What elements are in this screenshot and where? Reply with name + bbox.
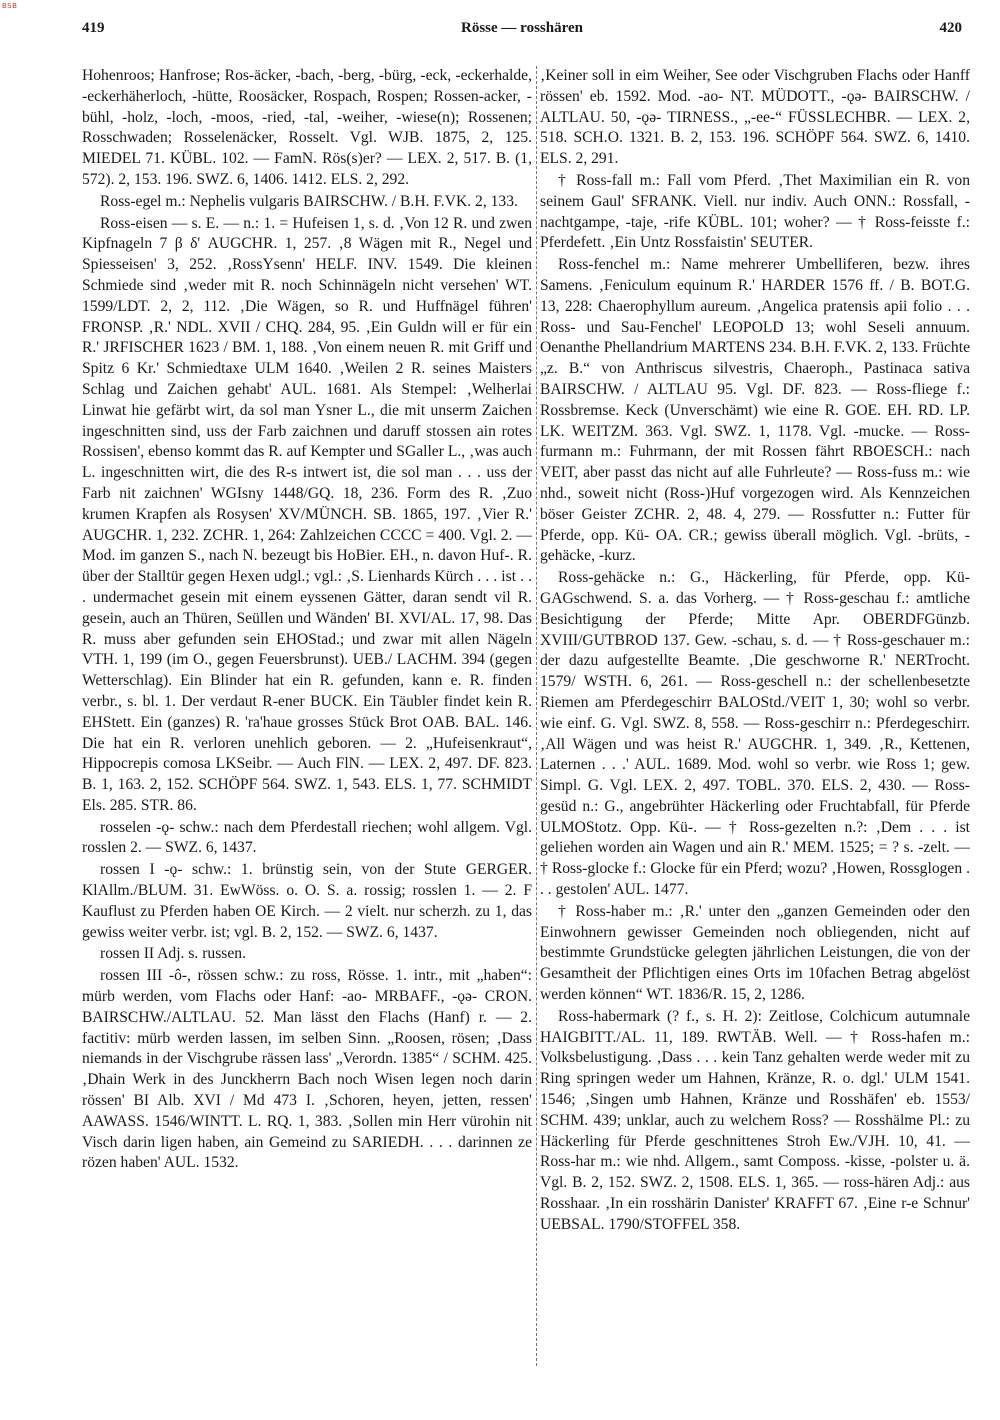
column-divider [536, 66, 537, 1366]
page-header [82, 20, 962, 44]
entry-rosse-placenames: Hohenroos; Hanfrose; Ros-äcker, -bach, -berg, -bürg, -eck, -eckerhalde, -eckerhäherloch, -hütte, Roosäcker, Rospach, Rospen; Rossen-acker, -bühl, -holz, -loch, -moos, -ried, -tal, -weiher, -wiese(n); Rossenen; Rosschwaden; Rosselenäcker, Rosselt. Vgl. WJB. 1875, 2, 125. MIEDEL 71. KÜBL. 102. — FamN. Rös(s)er? — LEX. 2, 517. B. (1, 572). 2, 153. 196. SWZ. 6, 1406. 1412. ELS. 2, 292. [82, 67, 532, 188]
entry-ross-gehaecke: Ross-gehäcke n.: G., Häckerling, für Pferde, opp. Kü- GAGschwend. S. a. das Vorherg. — † Ross-geschau f.: amtliche Besichtigung der Pferde; Mitte Apr. OBERDFGünzb. XVIII/GUTBROD 137. Gew. -schau, s. d. — † Ross-geschauer m.: der dazu aufgestellte Beamte. ‚Die geschworne R.' NERTrocht. 1579/ WSTH. 6, 261. — Ross-geschell n.: der schellenbesetzte Riemen am Pferdegeschirr BALOStd./VEIT 1, 30; wohl so verbr. wie einf. G. Vgl. SWZ. 8, 558. — Ross-geschirr n.: Pferdegeschirr. ‚All Wägen und was heist R.' AUGCHR. 1, 349. ‚R., Kettenen, Laternen . . .' AUL. 1689. Mod. wohl so verbr. wie Ross 1; gew. Simpl. G. Vgl. LEX. 2, 497. TOBL. 370. ELS. 2, 430. — Ross-gesüd n.: G., angebrühter Häckerling oder Fruchtabfall, für Pferde ULMOStotz. Opp. Kü-. — † Ross-gezelten n.?: ‚Dem . . . ist geliehen worden ain Wagen und ain R.' MEM. 1525; = ? s. -zelt. — † Ross-glocke f.: Glocke für ein Pferd; wozu? ‚Howen, Rossglogen . . . gestolen' AUL. 1477. [540, 569, 970, 899]
entry-rossen-3: rossen III -ô-, rössen schw.: zu ross, Rösse. 1. intr., mit „haben“: mürb werden, vom Flachs oder Hanf: -ao- MRBAFF., -ǫə- CRON. BAIRSCHW./ALTLAU. 52. Man lässt den Flachs (Hanf) r. — 2. factitiv: mürb werden lassen, im selben Sinn. „Roosen, rösen; ‚Dass niemands in der Vischgrube rässen lass' „Verordn. 1385“ / SCHM. 425. ‚Dhain Werk in des Junckherrn Bach noch Wisen legen noch darin rössen' BI Alb. XVI / Md 473 I. ‚Schoren, heyen, jetten, ressen' AAWASS. 1546/WINTT. L. RQ. 1, 383. ‚Sollen min Herr vürohin nit Visch darin ligen haben, ain Gemeind zu SARIEDH. . . . darinnen ze rözen haben' AUL. 1532. [82, 967, 532, 1172]
entry-rossen-3-continued: ‚Keiner soll in eim Weiher, See oder Vischgruben Flachs oder Hanff rössen' eb. 1592. Mod. -ao- NT. MÜDOTT., -ǫə- BAIRSCHW. / ALTLAU. 50, -ǫə- TIRNESS., „-ee-“ FÜSSLECHBR. — LEX. 2, 518. SCH.O. 1321. B. 2, 153. 196. SCHÖPF 564. SWZ. 6, 1410. ELS. 2, 291. [540, 67, 970, 168]
entry-rossen-2: rossen II Adj. s. russen. [100, 945, 246, 963]
entry-rosselen: rosselen -ǫ- schw.: nach dem Pferdestall riechen; wohl allgem. Vgl. rosslen 2. — SWZ. 6, 1437. [82, 818, 532, 857]
entry-ross-fenchel: Ross-fenchel m.: Name mehrerer Umbelliferen, bezw. ihres Samens. ‚Feniculum equinum R.' HARDER 1576 ff. / B. BOT.G. 13, 228: Chaerophyllum aureum. ‚Angelica pratensis apii folio . . . Ross- und Sau-Fenchel' LEOPOLD 13; wohl Seseli annuum. Oenanthe Phellandrium MARTENS 234. B.H. F.VK. 2, 133. Früchte „z. B.“ von Anthriscus silvestris, Chaeroph., Pastinaca sativa BAIRSCHW. / ALTLAU 95. Vgl. DF. 823. — Ross-fliege f.: Rossbremse. Keck (Unverschämt) wie eine R. GOE. EH. RD. LP. LK. WEITZM. 363. Vgl. SWZ. 1, 1178. Vgl. -mucke. — Ross-furmann m.: Fuhrmann, der mit Rossen fährt RBOESCH.: nach VEIT, aber passt das nicht auf alle Fuhrleute? — Ross-fuss m.: wie nhd., soweit nicht (Ross-)Huf vorgezogen wird. Als Kennzeichen böser Geister ZCHR. 2, 48. 4, 279. — Rossfutter n.: Futter für Pferde, opp. Kü- OA. CR.; gewiss überall möglich. Vgl. -brüts, -gehäcke, -kurz. [540, 256, 970, 565]
running-head: Rösse — rosshären [461, 20, 583, 36]
entry-ross-eisen: Ross-eisen — s. E. — n.: 1. = Hufeisen 1, s. d. ‚Von 12 R. und zwen Kipfnageln 7 β δ' AUGCHR. 1, 257. ‚8 Wägen mit R., Negel und Spiesseisen' 3, 252. ‚RossYsenn' HELF. INV. 1549. Die kleinen Schmiede sind ‚weder mit R. noch Schinnägeln nicht versehen' WT. 1599/LDT. 2, 2, 112. ‚Die Wägen, so R. und Huffnägel führen' FRONSP. ‚R.' NDL. XVII / CHQ. 284, 95. ‚Ein Guldn will er für ein R.' JRFISCHER 1623 / BM. 1, 188. ‚Von einem neuen R. mit Griff und Spitz 6 Kr.' Schmiedtaxe ULM 1640. ‚Weilen 2 R. seines Maisters Schlag und Zaichen gehabt' AUL. 1681. Als Stempel: ‚Welherlai Linwat hie gefärbt wirt, da sol man Ysner L., die mit unserm Zaichen ingeschnitten sind, uss der Farb zaichnen und daruff stossen ain rotes Rossisen', ebenso kommt das R. auf Kempter und SGaller L., ‚was auch L. ingeschnitten wirt, die des R-s intwert ist, die sol man . . . uss der Farb nit zaichnen' WGIsny 1448/GQ. 18, 236. Form des R. ‚Zuo krumen Krapfen als Rosysen' XV/MÜNCH. SB. 1865, 197. ‚Vier R.' AUGCHR. 1, 232. ZCHR. 1, 264: Zahlzeichen CCCC = 400. Vgl. 2. — Mod. im ganzen S., nach N. bezeugt bis HoBier. EH., n. davon Huf-. R. über der Stalltür gegen Hexen udgl.; vgl.: ‚S. Lienhards Kürch . . . ist . . . undermachet gesein mit einem eyssenen Gätter, daran sendt vil R. gesein, auch an Thüren, Seüllen und Wänden' BI. XVI/AL. 17, 98. Das R. muss aber gefunden sein EHOStad.; und zwar mit allen Nägeln VTH. 1, 199 (im O., gegen Feuersbrunst). UEB./ LACHM. 394 (gegen Wetterschlag). Ein Blinder hat ein R. gefunden, kann e. R. finden verbr., s. bl. 1. Der verdaut R-ener BUCK. Ein Täubler findet kein R. EHStett. Ein (ganzes) R. 'ra'haue grosses Stück Brot OAB. BAL. 146. Die hat ein R. verloren unehlich geboren. — 2. „Hufeisenkraut“, Hippocrepis comosa LKSeibr. — Auch FlN. — LEX. 2, 497. DF. 823. B. 1, 163. 2, 152. SCHÖPF 564. SWZ. 1, 543. ELS. 1, 77. SCHMIDT Els. 285. STR. 86. [82, 214, 532, 814]
page-number-right: 420 [939, 20, 962, 36]
entry-ross-habermark: Ross-habermark (? f., s. H. 2): Zeitlose, Colchicum autumnale HAIGBITT./AL. 11, 189. RWTÄB. Well. — † Ross-hafen m.: Volksbelustigung. ‚Dass . . . kein Tanz gehalten werde weder mit zu Ring springen weder um Hahnen, Kränze, R. o. dgl.' ULM 1541. 1546; ‚Singen umb Hahnen, Kränze und Rosshäfen' eb. 1553/ SCHM. 439; unklar, auch zu welchem Ross? — Rosshälme Pl.: zu Häckerling für Pferde geschnittenes Stroh Ew./VJH. 10, 41. — Ross-har m.: wie nhd. Allgem., samt Composs. -kisse, -polster u. ä. Vgl. B. 2, 152. SWZ. 2, 1508. ELS. 1, 365. — ross-hären Adj.: aus Rosshaar. ‚In ein rosshärin Danister' KRAFFT 67. ‚Eine r-e Schnur' UEBSAL. 1790/STOFFEL 358. [540, 1007, 970, 1233]
entry-ross-haber: † Ross-haber m.: ‚R.' unter den „ganzen Gemeinden oder den Einwohnern gewisser Gemeinden noch obliegenden, nicht auf bestimmte Grundstücke gelegten jährlichen Leistungen, die von der Gesamtheit der Pflichtigen eines Orts im 10fachen Betrag abgelöst werden können“ WT. 1836/R. 15, 2, 1286. [540, 902, 970, 1004]
entry-rossen-1: rossen I -ǫ- schw.: 1. brünstig sein, von der Stute GERGER. KlAllm./BLUM. 31. EwWöss. o. O. S. a. rossig; rosslen 1. — 2. F Kauflust zu Pferden haben OE Kirch. — 2 vielt. nur scherzh. zu 1, das gewiss weiter verbr. ist; vgl. B. 2, 152. — SWZ. 6, 1437. [82, 861, 532, 941]
entry-ross-egel: Ross-egel m.: Nephelis vulgaris BAIRSCHW. / B.H. F.VK. 2, 133. [100, 192, 518, 210]
page-number-left: 419 [82, 20, 105, 36]
entry-ross-fall: † Ross-fall m.: Fall vom Pferd. ‚Thet Maximilian ein R. von seinem Gaul' SFRANK. Viell. nur indiv. Auch ONN.: Rossfall, -nachtgampe, -taje, -rife KÜBL. 101; woher? — † Ross-feisste f.: Pferdefett. ‚Ein Untz Rossfaistin' SEUTER. [540, 171, 970, 252]
right-column [540, 66, 970, 1402]
library-stamp: BSB [2, 2, 18, 10]
left-column [82, 66, 532, 1402]
